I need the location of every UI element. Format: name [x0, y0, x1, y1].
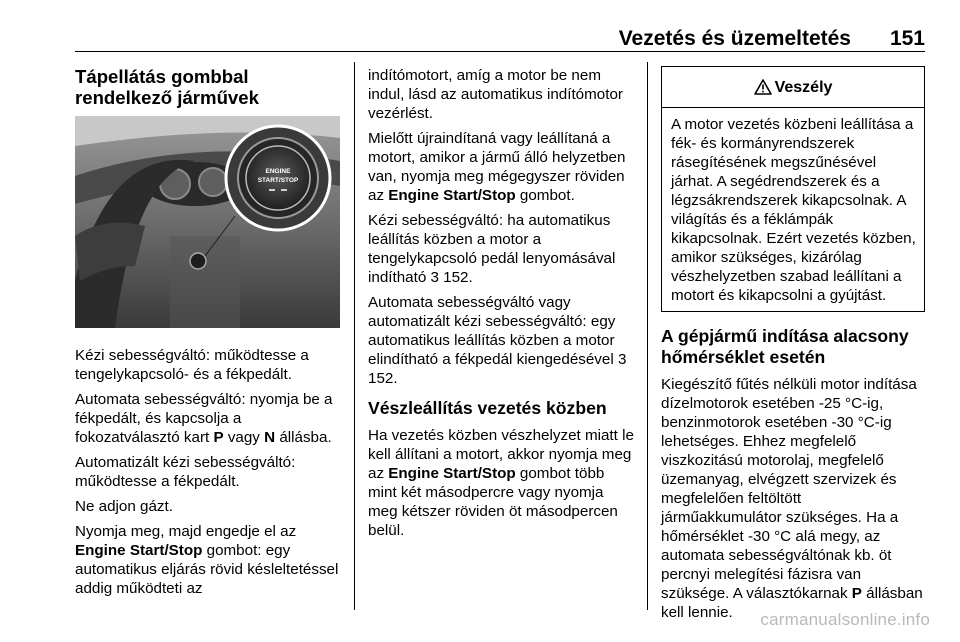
danger-title: Veszély	[774, 78, 833, 96]
warning-triangle-icon	[754, 79, 772, 95]
column-3	[661, 66, 925, 628]
page-header	[75, 24, 925, 52]
column-divider-2	[647, 62, 648, 610]
danger-text: A motor vezetés közbeni leállítása a fék- és kormányrendszerek rásegítésének megszűnésével járhat. A segédrendszerek és a légzsákrendszerek kikapcsolnak. A világítás és a féklámpák kikapcsolnak. Ezért vezetés közben, amikor szükséges, kizárólag vészhelyzetben szabad leállítani a motort és kikapcsolni a gyújtást.	[671, 116, 916, 304]
paragraph-manual-autostop: Kézi sebességváltó: ha automatikus leállítás közben a motor a tengelykapcsoló pedál lenyomásával indítható 3 152.	[368, 212, 616, 286]
page-reference[interactable]: 3 152.	[430, 269, 473, 286]
page-number: 151	[889, 27, 925, 50]
page-reference[interactable]: 3 152.	[368, 351, 627, 387]
site-watermark: carmanualsonline.info	[760, 610, 930, 629]
danger-box	[661, 66, 925, 312]
paragraph-press-button: Nyomja meg, majd engedje el az Engine Start/Stop gombot: egy automatikus eljárás rövid késleltetéssel addig működteti az	[75, 523, 339, 597]
dashboard-photo	[75, 116, 340, 328]
paragraph-cold-start: Kiegészítő fűtés nélküli motor indítása dízelmotorok esetében -25 °C-ig, benzinmotorok esetében -30 °C-ig lehetséges. Ehhez megfelelő viszkozitású motorolaj, megfelelő üzemanyag, elvégzett szervizek és megfelelően feltöltött járműakkumulátor szükséges. Ha a hőmérséklet -30 °C alá megy, az automata sebességváltónak kb. öt percnyi melegítési fázisra van szüksége. A választókarnak P állásban kell lennie.	[661, 376, 923, 621]
paragraph-automated-manual: Automatizált kézi sebességváltó: működtesse a fékpedált.	[75, 454, 296, 490]
section-heading-emergency-stop: Vészleállítás vezetés közben	[368, 398, 607, 418]
header-divider	[75, 51, 925, 52]
chapter-title: Vezetés és üzemeltetés	[618, 27, 851, 50]
danger-header	[662, 67, 924, 108]
paragraph-emergency: Ha vezetés közben vészhelyzet miatt le kell állítani a motort, akkor nyomja meg az Engine Start/Stop gombot több mint két másodpercre vagy nyomja meg kétszer röviden öt másodpercen belül.	[368, 427, 634, 539]
paragraph-restart: Mielőtt újraindítaná vagy leállítaná a motort, amikor a jármű álló helyzetben van, nyomja meg mégegyszer röviden az Engine Start/Stop gombot.	[368, 130, 626, 204]
section-heading-power-button: Tápellátás gombbal rendelkező járművek	[75, 66, 259, 108]
paragraph-automatic-autostop: Automata sebességváltó vagy automatizált kézi sebességváltó: egy automatikus leállítás közben a motor elindítható a fékpedál kiengedésével 3 152.	[368, 294, 627, 387]
button-label-line2: START/STOP	[257, 177, 299, 184]
section-heading-cold-start: A gépjármű indítása alacsony hőmérséklet esetén	[661, 326, 909, 367]
button-label-line1: ENGINE	[265, 168, 291, 175]
paragraph-manual: Kézi sebességváltó: működtesse a tengelykapcsoló- és a fékpedált.	[75, 347, 309, 383]
column-divider-1	[354, 62, 355, 610]
paragraph-automatic: Automata sebességváltó: nyomja be a fékpedált, és kapcsolja a fokozatválasztó kart P vagy N állásba.	[75, 391, 333, 446]
paragraph-starter: indítómotort, amíg a motor be nem indul, lásd az automatikus indítómotor vezérlést.	[368, 67, 623, 122]
column-2	[368, 66, 636, 546]
paragraph-no-throttle: Ne adjon gázt.	[75, 498, 173, 515]
column-1	[75, 66, 343, 604]
